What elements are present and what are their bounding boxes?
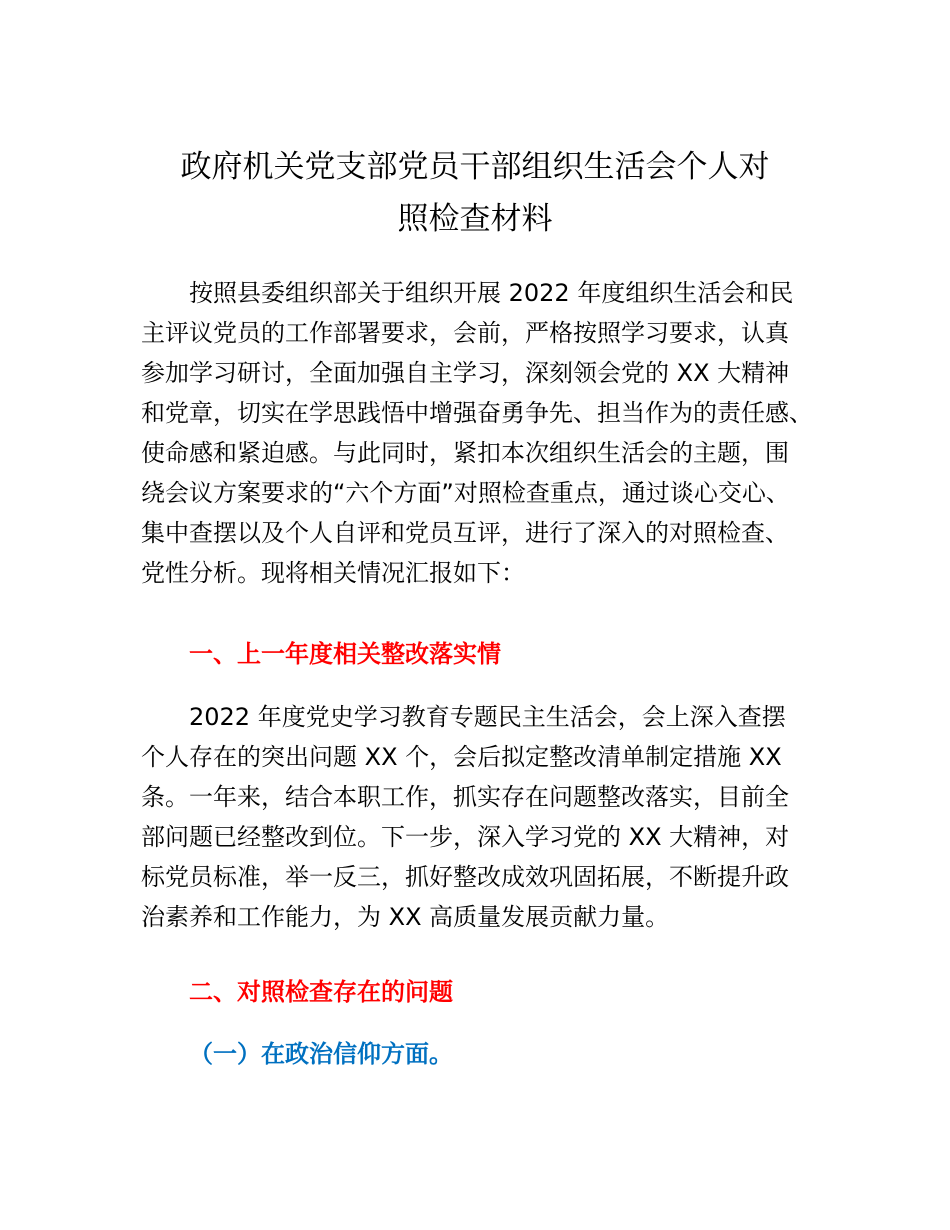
section-1-line: 个人存在的突出问题 XX 个，会后拟定整改清单制定措施 XX <box>141 743 782 771</box>
intro-line: 绕会议方案要求的“六个方面”对照检查重点，通过谈心交心、 <box>141 479 790 507</box>
section-1-line: 2022 年度党史学习教育专题民主生活会，会上深入查摆 <box>141 703 786 731</box>
document-title-line-2: 照检查材料 <box>397 201 553 237</box>
section-2-heading: 二、对照检查存在的问题 <box>189 978 453 1006</box>
document-title-line-1: 政府机关党支部党员干部组织生活会个人对 <box>180 149 770 185</box>
intro-paragraph <box>141 273 821 593</box>
intro-line: 党性分析。现将相关情况汇报如下： <box>141 559 525 587</box>
section-1-line: 标党员标准，举一反三，抓好整改成效巩固拓展，不断提升政 <box>141 863 789 891</box>
section-1-line: 条。一年来，结合本职工作，抓实存在问题整改落实，目前全 <box>141 783 789 811</box>
section-1-line: 治素养和工作能力，为 XX 高质量发展贡献力量。 <box>141 903 670 931</box>
intro-line: 和党章，切实在学思践悟中增强奋勇争先、担当作为的责任感、 <box>141 399 813 427</box>
section-1-paragraph <box>141 697 821 937</box>
intro-line: 集中查摆以及个人自评和党员互评，进行了深入的对照检查、 <box>141 519 789 547</box>
section-1-heading: 一、上一年度相关整改落实情 <box>189 640 501 668</box>
intro-line: 按照县委组织部关于组织开展 2022 年度组织生活会和民 <box>141 279 794 307</box>
intro-line: 参加学习研讨，全面加强自主学习，深刻领会党的 XX 大精神 <box>141 359 790 387</box>
intro-line: 使命感和紧迫感。与此同时，紧扣本次组织生活会的主题，围 <box>141 439 789 467</box>
intro-line: 主评议党员的工作部署要求，会前，严格按照学习要求，认真 <box>141 319 789 347</box>
section-1-line: 部问题已经整改到位。下一步，深入学习党的 XX 大精神，对 <box>141 823 790 851</box>
subsection-1-heading: （一）在政治信仰方面。 <box>189 1040 453 1068</box>
